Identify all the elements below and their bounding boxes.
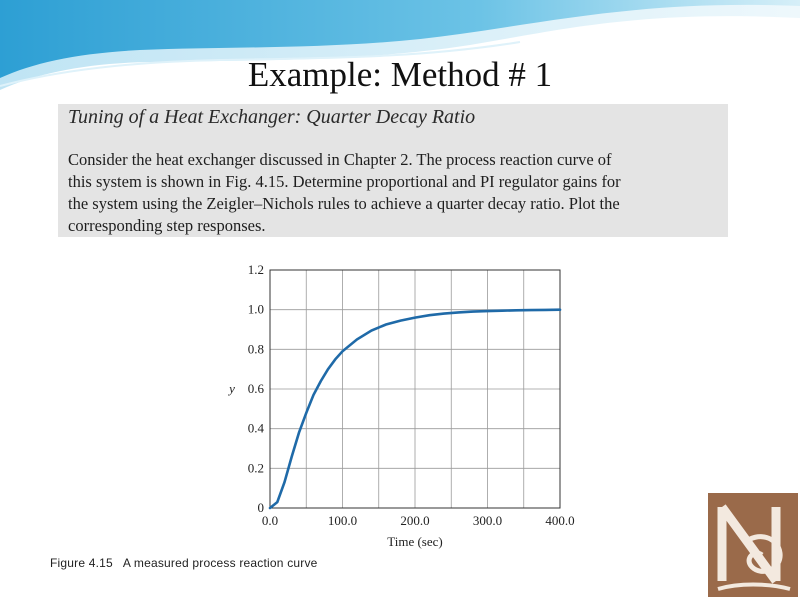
- y-tick-label: 0.4: [247, 420, 264, 436]
- x-tick-label: 300.0: [472, 513, 503, 528]
- y-tick-label: 0.8: [247, 341, 264, 357]
- slide-title: Example: Method # 1: [247, 55, 553, 94]
- figure-caption: Figure 4.15 A measured process reaction curve: [50, 556, 318, 570]
- textbook-excerpt: [58, 104, 728, 237]
- y-tick-label: 1.2: [247, 262, 264, 277]
- excerpt-heading: Tuning of a Heat Exchanger: Quarter Decay Ratio: [68, 106, 476, 128]
- process-reaction-chart: [220, 258, 580, 553]
- y-tick-label: 0.2: [247, 460, 264, 476]
- x-tick-label: 200.0: [400, 513, 430, 528]
- y-axis-label: y: [229, 381, 235, 396]
- chart-grid: [270, 270, 560, 508]
- excerpt-line: this system is shown in Fig. 4.15. Determine proportional and PI regulator gains for: [68, 172, 621, 191]
- y-tick-label: 0: [257, 500, 264, 515]
- excerpt-line: corresponding step responses.: [68, 216, 266, 235]
- x-tick-label: 0.0: [261, 513, 279, 528]
- y-tick-label: 0.6: [247, 381, 264, 396]
- x-tick-label: 400.0: [545, 513, 575, 528]
- x-axis-label: Time (sec): [387, 534, 443, 549]
- x-tick-label: 100.0: [327, 513, 358, 528]
- university-logo-icon: [708, 493, 798, 597]
- excerpt-line: the system using the Zeigler–Nichols rules to achieve a quarter decay ratio. Plot the: [68, 194, 620, 213]
- excerpt-line: Consider the heat exchanger discussed in Chapter 2. The process reaction curve of: [68, 150, 612, 169]
- y-tick-label: 1.0: [247, 301, 264, 317]
